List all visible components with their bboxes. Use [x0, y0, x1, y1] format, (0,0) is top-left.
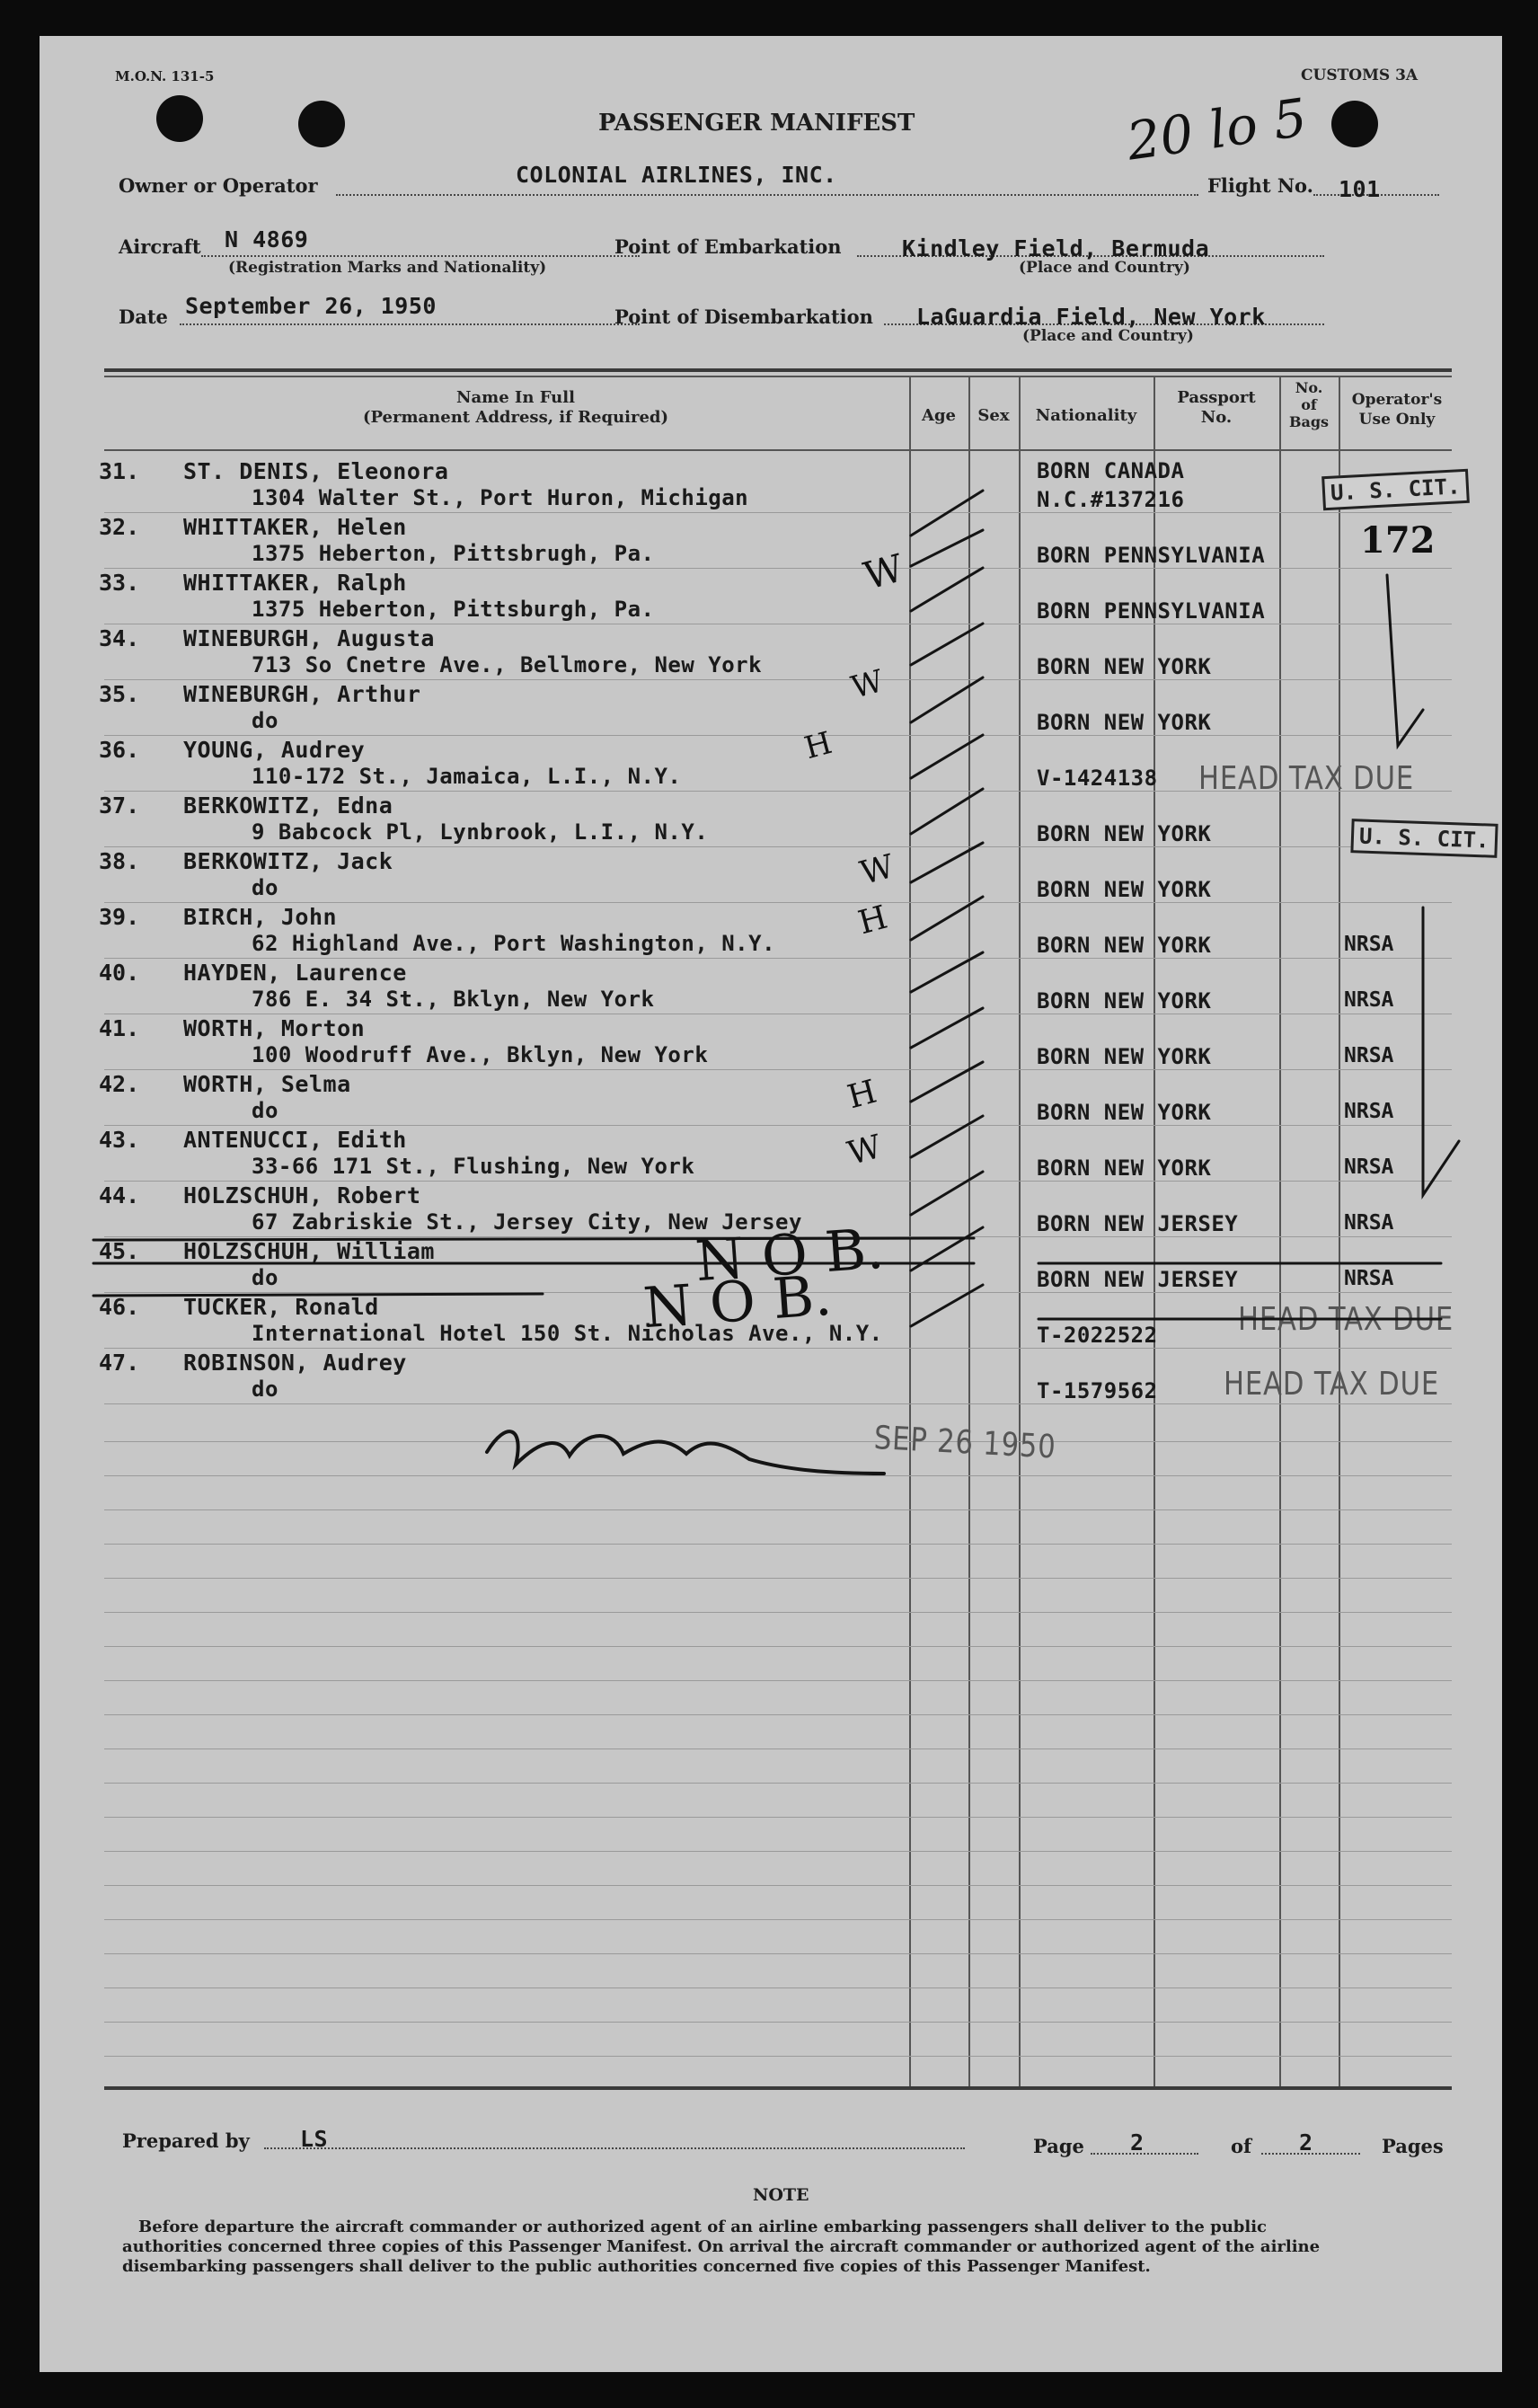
strikethrough [93, 1238, 974, 1240]
handwritten-nob-2: N O B. [641, 1262, 835, 1341]
aircraft-value: N 4869 [225, 226, 309, 252]
us-cit-stamp-2: U. S. CIT. [1350, 819, 1498, 858]
embark-label: Point of Embarkation [614, 235, 842, 258]
passenger-name: TUCKER, Ronald [183, 1294, 379, 1320]
page-value: 2 [1130, 2129, 1145, 2156]
prepared-label: Prepared by [122, 2129, 250, 2152]
passenger-address: 100 Woodruff Ave., Bklyn, New York [252, 1042, 709, 1067]
signature [487, 1431, 884, 1474]
page-line [1091, 2153, 1198, 2155]
passenger-name: BERKOWITZ, Edna [183, 792, 393, 819]
aircraft-label: Aircraft [119, 235, 201, 258]
row-number: 32. [99, 514, 140, 540]
form-number: M.O.N. 131-5 [115, 68, 215, 84]
row-number: 44. [99, 1182, 140, 1208]
col-header-operator-line1: Operator's [1351, 391, 1443, 409]
nationality: BORN NEW YORK [1037, 1044, 1212, 1069]
passenger-address: do [252, 1377, 278, 1402]
passenger-address: 67 Zabriskie St., Jersey City, New Jersey [252, 1209, 802, 1235]
passenger-name: YOUNG, Audrey [183, 737, 366, 763]
passenger-name: WHITTAKER, Helen [183, 514, 407, 540]
of-value: 2 [1299, 2129, 1313, 2156]
col-header-operator-line2: Use Only [1358, 411, 1436, 429]
nationality: BORN NEW YORK [1037, 988, 1212, 1014]
passenger-name: WHITTAKER, Ralph [183, 570, 407, 596]
passenger-name: BIRCH, John [183, 904, 338, 930]
handwritten-h-2: H [854, 899, 892, 943]
note-title: NOTE [753, 2185, 809, 2205]
row-number: 43. [99, 1127, 140, 1153]
passenger-address: 62 Highland Ave., Port Washington, N.Y. [252, 931, 776, 956]
flight-value: 101 [1339, 176, 1381, 202]
nationality: BORN PENNSYLVANIA [1037, 543, 1266, 568]
row-number: 42. [99, 1071, 140, 1097]
col-header-bags-line2: of [1301, 396, 1317, 413]
date-stamp: SEP 26 1950 [872, 1420, 1057, 1466]
nationality-line1: BORN CANADA [1037, 458, 1185, 483]
handwritten-w-2: W [847, 663, 888, 706]
tick-mark [911, 1285, 983, 1326]
tick-mark [911, 1062, 983, 1102]
operator-code: NRSA [1344, 1044, 1394, 1067]
tick-mark [911, 530, 983, 566]
head-tax-due-stamp-3: HEAD TAX DUE [1224, 1366, 1440, 1403]
operator-code: NRSA [1344, 988, 1394, 1012]
row-number: 45. [99, 1238, 140, 1264]
count-172: 172 [1360, 519, 1436, 562]
tick-mark [911, 1172, 983, 1215]
nationality: N.C.#137216 [1037, 487, 1185, 512]
page-label: Page [1033, 2135, 1084, 2157]
manifest-sheet [40, 36, 1502, 2372]
prepared-value: LS [300, 2126, 329, 2152]
row-number: 38. [99, 848, 140, 874]
passenger-name: WORTH, Morton [183, 1015, 366, 1041]
tick-mark [911, 735, 983, 778]
passenger-name: ROBINSON, Audrey [183, 1350, 407, 1376]
strikethrough [93, 1294, 543, 1296]
passenger-address: 1375 Heberton, Pittsburgh, Pa. [252, 597, 655, 622]
passenger-name: HOLZSCHUH, Robert [183, 1182, 421, 1208]
pages-label: Pages [1382, 2135, 1444, 2157]
tick-mark [911, 491, 983, 536]
col-header-name-line1: Name In Full [456, 388, 575, 407]
passenger-name: ST. DENIS, Eleonora [183, 458, 449, 484]
passenger-name: HAYDEN, Laurence [183, 960, 407, 986]
check-mark [1387, 575, 1423, 746]
passenger-address: 110-172 St., Jamaica, L.I., N.Y. [252, 764, 682, 789]
form-code: CUSTOMS 3A [1301, 66, 1419, 84]
embark-value: Kindley Field, Bermuda [902, 235, 1210, 261]
operator-code: NRSA [1344, 933, 1394, 956]
handwritten-w-3: W [856, 847, 898, 893]
us-cit-stamp: U. S. CIT. [1321, 469, 1469, 510]
operator-code: NRSA [1344, 1267, 1394, 1290]
operator-code: NRSA [1344, 1100, 1394, 1123]
tick-mark [911, 677, 983, 722]
embark-sub: (Place and Country) [1019, 259, 1190, 277]
nationality: BORN NEW YORK [1037, 1155, 1212, 1181]
col-header-bags-line3: Bags [1288, 413, 1330, 430]
col-header-passport-line2: No. [1200, 408, 1233, 427]
nationality: BORN NEW JERSEY [1037, 1211, 1239, 1236]
handwritten-number: 20 lo 5 [1123, 86, 1311, 173]
note-text-line2: authorities concerned three copies of this Passenger Manifest. On arrival the aircraft commander or authorized agent of the airline [122, 2237, 1321, 2256]
check-mark [1423, 907, 1459, 1195]
row-number: 39. [99, 904, 140, 930]
col-header-age: Age [921, 406, 956, 425]
row-number: 41. [99, 1015, 140, 1041]
row-number: 36. [99, 737, 140, 763]
tick-mark [911, 1116, 983, 1157]
tick-mark [911, 789, 983, 834]
col-header-bags-line1: No. [1295, 379, 1323, 396]
passenger-name: WINEBURGH, Arthur [183, 681, 421, 707]
col-header-passport-line1: Passport [1177, 388, 1256, 407]
prepared-line [264, 2147, 965, 2149]
nationality: BORN NEW JERSEY [1037, 1267, 1239, 1292]
tick-mark [911, 624, 983, 665]
row-number: 35. [99, 681, 140, 707]
handwritten-h-3: H [844, 1073, 881, 1117]
nationality: BORN NEW YORK [1037, 654, 1212, 679]
tick-mark [911, 1008, 983, 1048]
col-header-nationality: Nationality [1035, 406, 1137, 425]
nationality: BORN NEW YORK [1037, 1100, 1212, 1125]
disembark-sub: (Place and Country) [1022, 327, 1194, 345]
operator-code: NRSA [1344, 1211, 1394, 1235]
flight-label: Flight No. [1207, 174, 1313, 197]
passenger-address: do [252, 1098, 278, 1123]
note-text-line1: Before departure the aircraft commander or authorized agent of an airline embarking passengers shall deliver to the public [138, 2218, 1268, 2236]
passenger-name: ANTENUCCI, Edith [183, 1127, 407, 1153]
tick-mark [911, 952, 983, 992]
tick-mark [911, 897, 983, 940]
nationality: T-2022522 [1037, 1323, 1158, 1348]
pen-marks [40, 36, 1502, 2372]
aircraft-sub: (Registration Marks and Nationality) [228, 259, 547, 277]
nationality: BORN PENNSYLVANIA [1037, 598, 1266, 624]
head-tax-due-stamp: HEAD TAX DUE [1198, 760, 1415, 797]
passenger-address: 33-66 171 St., Flushing, New York [252, 1154, 695, 1179]
disembark-label: Point of Disembarkation [614, 305, 873, 328]
passenger-name: BERKOWITZ, Jack [183, 848, 393, 874]
handwritten-nob-1: N O B. [693, 1215, 887, 1295]
passenger-address: 9 Babcock Pl, Lynbrook, L.I., N.Y. [252, 819, 709, 845]
disembark-value: LaGuardia Field, New York [916, 304, 1266, 330]
passenger-address: do [252, 1265, 278, 1290]
date-label: Date [119, 305, 168, 328]
note-text-line3: disembarking passengers shall deliver to the public authorities concerned five copies of this Passenger Manifest. [122, 2257, 1151, 2276]
passenger-address: 713 So Cnetre Ave., Bellmore, New York [252, 652, 763, 677]
passenger-name: WINEBURGH, Augusta [183, 625, 435, 651]
passenger-address: do [252, 708, 278, 733]
passenger-address: International Hotel 150 St. Nicholas Ave., N.Y. [252, 1321, 883, 1346]
nationality: T-1579562 [1037, 1378, 1158, 1403]
owner-label: Owner or Operator [119, 174, 318, 197]
nationality: BORN NEW YORK [1037, 933, 1212, 958]
tick-mark [911, 568, 983, 611]
passenger-address: 1304 Walter St., Port Huron, Michigan [252, 485, 749, 510]
passenger-address: 786 E. 34 St., Bklyn, New York [252, 987, 655, 1012]
handwritten-w-1: W [859, 545, 908, 598]
handwritten-w-4: W [844, 1128, 886, 1173]
row-number: 46. [99, 1294, 140, 1320]
passenger-name: WORTH, Selma [183, 1071, 351, 1097]
nationality: V-1424138 [1037, 766, 1158, 791]
tick-mark [911, 843, 983, 882]
operator-code: NRSA [1344, 1155, 1394, 1179]
nationality: BORN NEW YORK [1037, 710, 1212, 735]
col-header-sex: Sex [977, 406, 1010, 425]
nationality: BORN NEW YORK [1037, 821, 1212, 846]
nationality: BORN NEW YORK [1037, 877, 1212, 902]
passenger-address: 1375 Heberton, Pittsbrugh, Pa. [252, 541, 655, 566]
row-number: 33. [99, 570, 140, 596]
row-number: 34. [99, 625, 140, 651]
date-value: September 26, 1950 [185, 293, 437, 319]
handwritten-h-1: H [800, 724, 836, 767]
form-title: PASSENGER MANIFEST [598, 110, 915, 137]
passenger-name: HOLZSCHUH, William [183, 1238, 435, 1264]
col-header-name-line2: (Permanent Address, if Required) [362, 408, 669, 427]
owner-value: COLONIAL AIRLINES, INC. [516, 162, 837, 188]
row-number: 31. [99, 458, 140, 484]
row-number: 37. [99, 792, 140, 819]
passenger-address: do [252, 875, 278, 900]
head-tax-due-stamp-2: HEAD TAX DUE [1238, 1301, 1454, 1338]
of-label: of [1231, 2135, 1252, 2157]
row-number: 47. [99, 1350, 140, 1376]
row-number: 40. [99, 960, 140, 986]
